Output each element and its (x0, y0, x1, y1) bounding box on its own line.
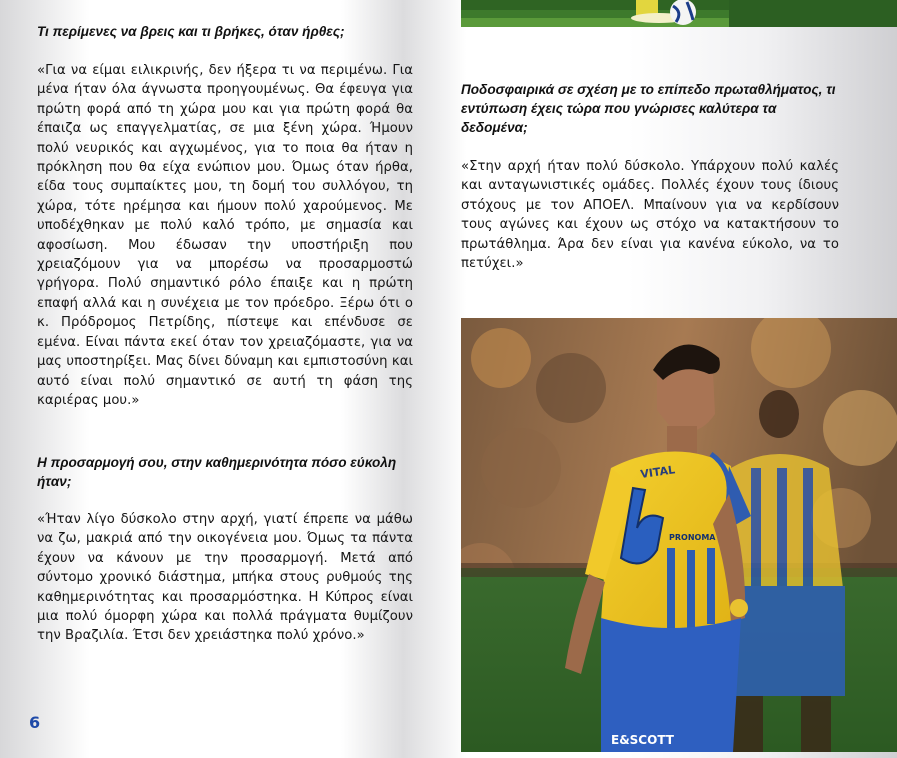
question-1: Τι περίμενες να βρεις και τι βρήκες, όταν ήρθες; (37, 24, 345, 39)
answer-3: «Στην αρχή ήταν πολύ δύσκολο. Υπάρχουν πολύ καλές και ανταγωνιστικές ομάδες. Πολλές έχουν τους ίδιους στόχους με τον ΑΠΟΕΛ. Μπαίνουν για να κερδίσουν τους αγώνες και έχουν ως στόχο να κατακτήσουν το πρωτάθλημα. Άρα δεν είναι για κανένα εύκολο, να το πετύχει.» (461, 159, 839, 272)
player-photo-image (461, 318, 897, 752)
answer-2: «Ήταν λίγο δύσκολο στην αρχή, γιατί έπρεπε να μάθω να ζω, μακριά από την οικογένεια μου. Όμως τα πάντα έχουν να κάνουν με την προσαρμογή. Μετά από σύντομο χρονικό διάστημα, μπήκα στους ρυθμούς της καθημερινότητας και προσαρμόστηκα. Η Κύπρος είναι μια πολύ όμορφη χώρα και πολλά πράγματα θυμίζουν την Βραζιλία. Έτσι δεν χρειάστηκα πολύ χρόνο.» (37, 512, 413, 644)
sponsor-text: PRONOMA (669, 533, 716, 542)
player-photo (461, 318, 897, 752)
question-2: Η προσαρμογή σου, στην καθημερινότητα πόσο εύκολη ήταν; (37, 455, 397, 489)
answer-1: «Για να είμαι ειλικρινής, δεν ήξερα τι να περιμένω. Για μένα ήταν όλα άγνωστα προηγουμένως. Θα έφευγα για πρώτη φορά από τη χώρα μου και για πρώτη φορά θα έπαιζα ως επαγγελματίας, σε μια ξένη χώρα. Ήμουν πολύ νευρικός και αγχωμένος, για το ποια θα ήταν η πρόκληση που θα είχα ενώπιον μου. Όμως όταν ήρθα, είδα τους συμπαίκτες μου, τη δομή του συλλόγου, τη χώρα, τότε ηρέμησα και ήμουν πολύ χαρούμενος. Με υποδέχθηκαν με πολύ καλό τρόπο, με σημασία και αφοσίωση. Μου έδωσαν την υποστήριξη που χρειαζόμουν για να μπορέσω να προσαρμοστώ γρήγορα. Πολύ σημαντικό ρόλο έπαιξε και η πρώτη επαφή αλλά και η συνέχεια με τον πρόεδρο. Ξέρω ότι ο κ. Πρόδρομος Πετρίδης, πίστεψε και επένδυσε σε εμένα. Είναι πάντα εκεί όταν τον χρειαζόμαστε, για να μας υποστηρίξει. Μας δίνει δύναμη και εμπιστοσύνη και αυτό είναι πολύ σημαντικό σε αυτή τη φάση της καριέρας μου.» (37, 63, 413, 408)
football-pitch-image (461, 0, 897, 27)
shorts-text: E&SCOTT (611, 733, 674, 747)
jersey-name: VITAL (639, 463, 676, 481)
page-number: 6 (29, 713, 41, 732)
question-3: Ποδοσφαιρικά σε σχέση με το επίπεδο πρωταθλήματος, τι εντύπωση έχεις τώρα που γνώρισες καλύτερα τα δεδομένα; (461, 82, 836, 135)
top-photo-crop (461, 0, 897, 27)
